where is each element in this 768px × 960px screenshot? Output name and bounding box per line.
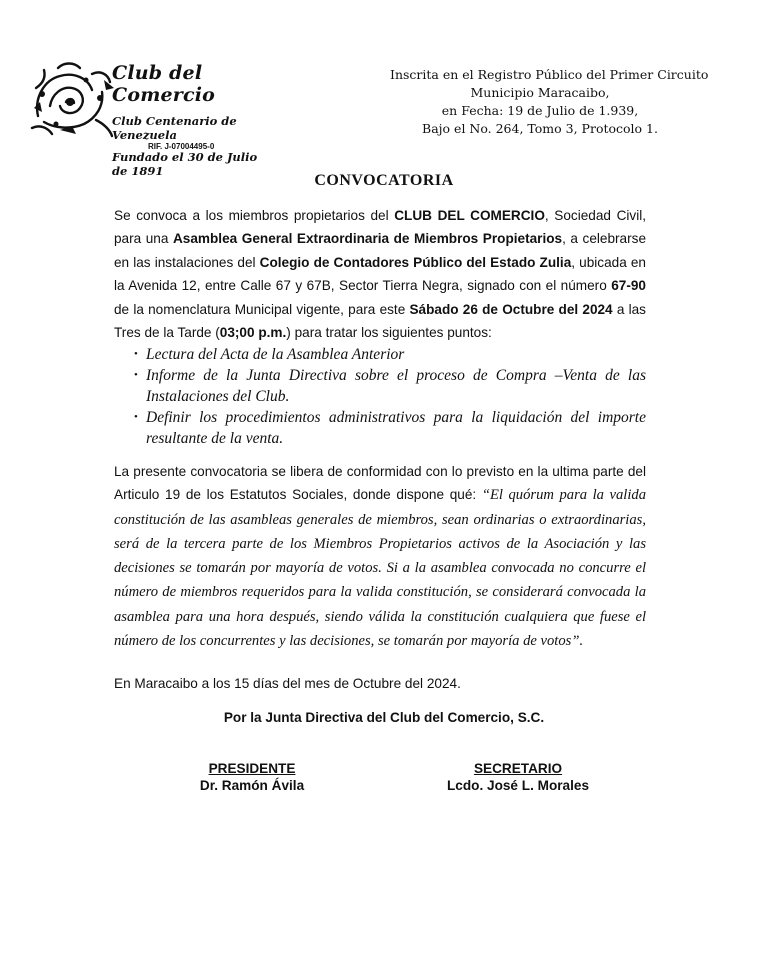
intro-text: , Sociedad Civil, para una (114, 208, 647, 247)
bullet-icon: • (134, 369, 138, 381)
statute-text: La presente convocatoria se libera de conformidad con lo previsto en la ultima parte del Articulo 19 de los Estatutos Sociales, donde dispone qué: (114, 464, 646, 503)
logo-founded: Fundado el 30 de Julio de 1891 (112, 150, 258, 178)
intro-text: a las Tres de la Tarde ( (114, 301, 646, 341)
registration-line: en Fecha: 19 de Julio de 1.939, (441, 103, 639, 118)
president-signature (142, 760, 362, 794)
statute-quote: “El quórum para la valida constitución de las asambleas generales de miembros, sean ordinarias o extraordinarias, será de la tercera parte de los Miembros Propietarios activos de la Asociación y las decisiones se tomarán por mayoría de votos. Si a la asamblea convocada no concurre el número de miembros requeridos para la valida constitución, se considerará convocada la asamblea para una hora después, siendo válida la constitución cualquiera que fuese el número de los concurrentes y las decisiones, se tomarán por mayoría de votos”. (114, 487, 646, 650)
agenda-item (134, 365, 646, 407)
club-emblem-icon (30, 58, 116, 138)
statute-paragraph (114, 460, 646, 653)
intro-text: Se convoca a los miembros propietarios del (114, 208, 395, 223)
secretary-role: SECRETARIO (473, 761, 563, 776)
agenda-item (134, 344, 646, 365)
secretary-signature (408, 760, 628, 794)
president-name: Dr. Ramón Ávila (199, 778, 305, 793)
agenda-item-text: Definir los procedimientos administrativos para la liquidación del importe resultante de la venta. (146, 409, 646, 447)
document-title: CONVOCATORIA (314, 172, 454, 189)
meeting-time: 03;00 p.m. (219, 325, 287, 341)
intro-text: de la nomenclatura Municipal vigente, para este (114, 301, 410, 317)
agenda-item (134, 407, 646, 449)
date-line: En Maracaibo a los 15 días del mes de Octubre del 2024. (114, 676, 461, 691)
club-name: CLUB DEL COMERCIO (394, 208, 545, 223)
intro-paragraph (114, 204, 646, 344)
intro-text: , ubicada en la Avenida 12, entre Calle 67 y 67B, Sector Tierra Negra, signado con el número (114, 254, 646, 294)
registration-line: Bajo el No. 264, Tomo 3, Protocolo 1. (422, 121, 658, 136)
president-role: PRESIDENTE (208, 761, 296, 776)
address-number: 67-90 (611, 278, 646, 294)
assembly-name: Asamblea General Extraordinaria de Miembros Propietarios (172, 231, 563, 247)
agenda-item-text: Lectura del Acta de la Asamblea Anterior (146, 346, 405, 363)
bullet-icon: • (134, 348, 138, 360)
intro-text: ) para tratar los siguientes puntos: (286, 325, 492, 341)
registration-line: Municipio Maracaibo, (470, 85, 610, 100)
intro-text: , a celebrarse en las instalaciones del (114, 231, 646, 270)
bullet-icon: • (134, 411, 138, 423)
venue-name: Colegio de Contadores Público del Estado Zulia (259, 254, 572, 270)
registration-info (390, 66, 709, 138)
agenda-list (134, 344, 646, 449)
secretary-name: Lcdo. José L. Morales (446, 778, 590, 793)
board-line: Por la Junta Directiva del Club del Comercio, S.C. (223, 710, 545, 725)
registration-line: Inscrita en el Registro Público del Primer Circuito (390, 67, 709, 82)
logo-subtitle: Club Centenario de Venezuela (112, 114, 237, 142)
logo-title: Club del Comercio (112, 62, 216, 106)
logo-rif: RIF. J-07004495-0 (148, 142, 215, 151)
club-logo (30, 58, 260, 178)
agenda-item-text: Informe de la Junta Directiva sobre el proceso de Compra –Venta de las Instalaciones del Club. (146, 367, 646, 405)
meeting-date: Sábado 26 de Octubre del 2024 (409, 301, 613, 317)
